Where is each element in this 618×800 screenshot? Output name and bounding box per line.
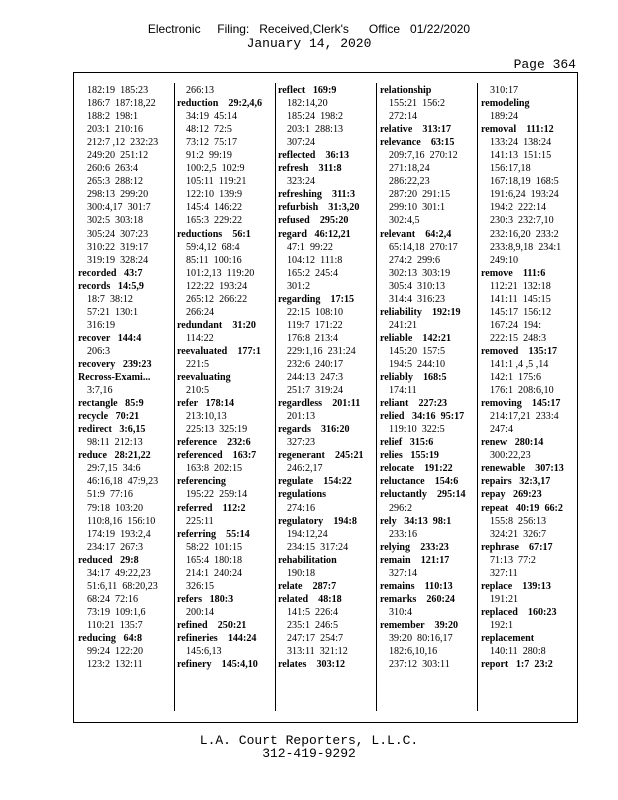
index-reference: 296:2: [389, 502, 412, 514]
index-term: remains 110:13: [380, 580, 453, 592]
index-reference: 247:17 254:7: [287, 632, 344, 644]
index-term: referring 55:14: [177, 528, 250, 540]
index-reference: 142:1 175:6: [490, 372, 542, 384]
index-reference: 182:19 185:23: [87, 85, 149, 96]
index-column-5: [481, 84, 581, 714]
index-term: refineries 144:24: [177, 632, 257, 644]
index-term: records 14:5,9: [78, 280, 144, 292]
index-reference: 234:15 317:24: [287, 541, 349, 553]
index-reference: 287:20 291:15: [389, 189, 451, 201]
index-term: regulations: [278, 489, 327, 501]
index-reference: 327:23: [287, 437, 316, 449]
index-reference: 163:8 202:15: [186, 463, 243, 475]
index-reference: 301:2: [287, 280, 310, 292]
index-reference: 51:9 77:16: [87, 489, 133, 501]
index-reference: 247:4: [490, 424, 513, 436]
index-reference: 314:4 316:23: [389, 293, 446, 305]
index-term: refer 178:14: [177, 398, 235, 410]
page-number: Page 364: [513, 57, 576, 72]
index-term: reflect 169:9: [278, 85, 337, 96]
index-reference: 241:21: [389, 319, 418, 331]
index-reference: 73:12 75:17: [186, 137, 238, 149]
index-reference: 210:5: [186, 385, 209, 397]
index-reference: 222:15 248:3: [490, 332, 547, 344]
index-reference: 105:11 119:21: [186, 176, 247, 188]
index-column-3: [278, 84, 378, 714]
index-reference: 313:11 321:12: [287, 646, 348, 658]
index-reference: 299:10 301:1: [389, 202, 446, 214]
index-reference: 110:21 135:7: [87, 619, 143, 631]
index-term: refurbish 31:3,20: [278, 202, 360, 214]
index-reference: 174:19 193:2,4: [87, 528, 151, 540]
index-column-1: [78, 84, 178, 714]
index-reference: 194:5 244:10: [389, 358, 446, 370]
index-term: regards 316:20: [278, 424, 350, 436]
index-reference: 119:7 171:22: [287, 319, 343, 331]
index-reference: 191:21: [490, 593, 519, 605]
index-term: renewable 307:13: [481, 463, 564, 475]
index-reference: 100:2,5 102:9: [186, 163, 245, 175]
index-reference: 68:24 72:16: [87, 593, 139, 605]
index-reference: 271:18,24: [389, 163, 430, 175]
index-term: removing 145:17: [481, 398, 561, 410]
index-reference: 34:17 49:22,23: [87, 567, 151, 579]
reporter-company: L.A. Court Reporters, L.L.C.: [199, 733, 419, 748]
index-reference: 189:24: [490, 111, 519, 123]
index-term: redirect 3:6,15: [78, 424, 146, 436]
index-term: reduction 29:2,4,6: [177, 98, 263, 110]
index-term: repeat 40:19 66:2: [481, 502, 563, 514]
index-reference: 206:3: [87, 345, 110, 357]
index-reference: 3:7,16: [87, 385, 113, 397]
index-term: rectangle 85:9: [78, 398, 144, 410]
reporter-phone: 312-419-9292: [262, 746, 356, 761]
index-reference: 188:2 198:1: [87, 111, 139, 123]
index-reference: 101:2,13 119:20: [186, 267, 255, 279]
index-reference: 319:19 328:24: [87, 254, 149, 266]
index-reference: 214:17,21 233:4: [490, 411, 559, 423]
index-reference: 39:20 80:16,17: [389, 632, 453, 644]
index-reference: 249:20 251:12: [87, 150, 149, 162]
index-term: relies 155:19: [380, 450, 439, 462]
index-reference: 34:19 45:14: [186, 111, 238, 123]
index-term: replaced 160:23: [481, 606, 557, 618]
index-term: reluctance 154:6: [380, 476, 459, 488]
index-reference: 155:8 256:13: [490, 515, 547, 527]
index-reference: 186:7 187:18,22: [87, 98, 156, 110]
index-reference: 167:24 194:: [490, 319, 542, 331]
index-reference: 265:12 266:22: [186, 293, 248, 305]
index-term: reevaluated 177:1: [177, 345, 261, 357]
index-reference: 213:10,13: [186, 411, 227, 423]
index-reference: 99:24 122:20: [87, 646, 144, 658]
index-reference: 182:14,20: [287, 98, 328, 110]
index-reference: 324:21 326:7: [490, 528, 547, 540]
index-reference: 310:22 319:17: [87, 241, 149, 253]
index-reference: 234:17 267:3: [87, 541, 144, 553]
index-term: recovery 239:23: [78, 358, 152, 370]
index-term: reference 232:6: [177, 437, 251, 449]
index-reference: 114:22: [186, 332, 214, 344]
index-reference: 73:19 109:1,6: [87, 606, 146, 618]
index-reference: 232:16,20 233:2: [490, 228, 559, 240]
index-reference: 327:14: [389, 567, 418, 579]
index-term: refers 180:3: [177, 593, 234, 605]
index-term: remarks 260:24: [380, 593, 455, 605]
index-term: repay 269:23: [481, 489, 542, 501]
index-reference: 300:4,17 301:7: [87, 202, 151, 214]
index-term: referred 112:2: [177, 502, 246, 514]
index-reference: 305:24 307:23: [87, 228, 149, 240]
hearing-date: January 14, 2020: [246, 36, 372, 51]
index-term: relative 313:17: [380, 124, 452, 136]
index-reference: 232:6 240:17: [287, 358, 344, 370]
index-term: reluctantly 295:14: [380, 489, 466, 501]
index-reference: 214:1 240:24: [186, 567, 243, 579]
index-reference: 176:8 213:4: [287, 332, 339, 344]
index-reference: 46:16,18 47:9,23: [87, 476, 159, 488]
index-reference: 167:18,19 168:5: [490, 176, 559, 188]
index-term: relied 34:16 95:17: [380, 411, 465, 423]
index-reference: 145:4 146:22: [186, 202, 243, 214]
index-term: rely 34:13 98:1: [380, 515, 452, 527]
index-term: refreshing 311:3: [278, 189, 356, 201]
index-reference: 145:17 156:12: [490, 306, 552, 318]
index-reference: 98:11 212:13: [87, 437, 143, 449]
index-term: renew 280:14: [481, 437, 544, 449]
index-reference: 212:7 ,12 232:23: [87, 137, 159, 149]
index-reference: 225:13 325:19: [186, 424, 248, 436]
index-reference: 302:13 303:19: [389, 267, 451, 279]
index-term: recorded 43:7: [78, 267, 143, 279]
index-reference: 141:5 226:4: [287, 606, 339, 618]
index-reference: 266:24: [186, 306, 215, 318]
index-term: replace 139:13: [481, 580, 551, 592]
index-reference: 190:18: [287, 567, 316, 579]
index-reference: 194:2 222:14: [490, 202, 547, 214]
index-term: regulate 154:22: [278, 476, 352, 488]
index-term: relevance 63:15: [380, 137, 455, 149]
index-reference: 110:8,16 156:10: [87, 515, 156, 527]
index-term: rephrase 67:17: [481, 541, 553, 553]
index-term: regard 46:12,21: [278, 228, 351, 240]
index-reference: 141:1 ,4 ,5 ,14: [490, 358, 549, 370]
index-reference: 133:24 138:24: [490, 137, 552, 149]
index-reference: 140:11 280:8: [490, 646, 546, 658]
index-term: regarding 17:15: [278, 293, 355, 305]
index-term: reliably 168:5: [380, 372, 447, 384]
index-term: removed 135:17: [481, 345, 558, 357]
index-reference: 298:13 299:20: [87, 189, 149, 201]
index-reference: 123:2 132:11: [87, 659, 143, 671]
index-term: reducing 64:8: [78, 632, 143, 644]
index-reference: 300:22,23: [490, 450, 531, 462]
index-term: remain 121:17: [380, 554, 450, 566]
index-reference: 246:2,17: [287, 463, 323, 475]
index-reference: 203:1 210:16: [87, 124, 144, 136]
index-term: reliant 227:23: [380, 398, 448, 410]
index-reference: 302:5 303:18: [87, 215, 144, 227]
index-reference: 182:6,10,16: [389, 646, 438, 658]
index-reference: 323:24: [287, 176, 316, 188]
index-reference: 122:22 193:24: [186, 280, 248, 292]
index-term: recover 144:4: [78, 332, 142, 344]
index-reference: 47:1 99:22: [287, 241, 333, 253]
index-reference: 225:11: [186, 515, 214, 527]
index-reference: 145:6,13: [186, 646, 222, 658]
index-reference: 233:8,9,18 234:1: [490, 241, 562, 253]
index-term: reevaluating: [177, 372, 231, 384]
index-reference: 91:2 99:19: [186, 150, 232, 162]
index-term: regenerant 245:21: [278, 450, 364, 462]
index-reference: 174:11: [389, 385, 417, 397]
index-reference: 233:16: [389, 528, 418, 540]
index-reference: 112:21 132:18: [490, 280, 551, 292]
index-term: relocate 191:22: [380, 463, 453, 475]
index-reference: 203:1 288:13: [287, 124, 344, 136]
index-term: refresh 311:8: [278, 163, 342, 175]
index-reference: 141:13 151:15: [490, 150, 552, 162]
index-reference: 48:12 72:5: [186, 124, 232, 136]
index-reference: 310:17: [490, 85, 519, 96]
index-reference: 122:10 139:9: [186, 189, 243, 201]
index-reference: 302:4,5: [389, 215, 420, 227]
index-reference: 104:12 111:8: [287, 254, 343, 266]
index-reference: 191:6,24 193:24: [490, 189, 559, 201]
index-term: remove 111:6: [481, 267, 546, 279]
index-term: refined 250:21: [177, 619, 247, 631]
index-term: replacement: [481, 632, 535, 644]
index-reference: 209:7,16 270:12: [389, 150, 458, 162]
index-term: reliability 192:19: [380, 306, 461, 318]
index-reference: 229:1,16 231:24: [287, 345, 356, 357]
index-reference: 119:10 322:5: [389, 424, 445, 436]
index-reference: 266:13: [186, 85, 215, 96]
index-term: reduce 28:21,22: [78, 450, 151, 462]
index-term: report 1:7 23:2: [481, 659, 553, 671]
index-reference: 22:15 108:10: [287, 306, 344, 318]
index-reference: 165:3 229:22: [186, 215, 243, 227]
index-reference: 249:10: [490, 254, 519, 266]
index-term: recycle 70:21: [78, 411, 140, 423]
index-reference: 57:21 130:1: [87, 306, 139, 318]
index-reference: 310:4: [389, 606, 412, 618]
index-reference: 65:14,18 270:17: [389, 241, 458, 253]
filing-stamp-line: Electronic Filing: Received,Clerk's Office 01/22/2020: [147, 22, 471, 36]
index-reference: 141:11 145:15: [490, 293, 551, 305]
index-term: regulatory 194:8: [278, 515, 357, 527]
index-reference: 145:20 157:5: [389, 345, 446, 357]
index-term: relief 315:6: [380, 437, 434, 449]
index-reference: 195:22 259:14: [186, 489, 248, 501]
index-reference: 326:15: [186, 580, 215, 592]
index-reference: 244:13 247:3: [287, 372, 344, 384]
index-reference: 251:7 319:24: [287, 385, 344, 397]
index-reference: 305:4 310:13: [389, 280, 446, 292]
index-reference: 156:17,18: [490, 163, 531, 175]
index-reference: 51:6,11 68:20,23: [87, 580, 158, 592]
index-term: removal 111:12: [481, 124, 554, 136]
index-reference: 79:18 103:20: [87, 502, 144, 514]
index-reference: 185:24 198:2: [287, 111, 344, 123]
index-reference: 272:14: [389, 111, 418, 123]
index-reference: 316:19: [87, 319, 116, 331]
index-reference: 286:22,23: [389, 176, 430, 188]
index-column-4: [380, 84, 480, 714]
index-term: regardless 201:11: [278, 398, 361, 410]
index-term: relate 287:7: [278, 580, 337, 592]
index-reference: 235:1 246:5: [287, 619, 339, 631]
index-reference: 230:3 232:7,10: [490, 215, 554, 227]
index-term: relevant 64:2,4: [380, 228, 452, 240]
index-term: redundant 31:20: [177, 319, 256, 331]
index-term: reliable 142:21: [380, 332, 452, 344]
index-reference: 165:2 245:4: [287, 267, 339, 279]
index-reference: 237:12 303:11: [389, 659, 450, 671]
index-term: remember 39:20: [380, 619, 459, 631]
index-reference: 201:13: [287, 411, 316, 423]
index-term: repairs 32:3,17: [481, 476, 551, 488]
index-reference: 307:24: [287, 137, 316, 149]
index-term: Recross-Exami...: [78, 372, 151, 384]
index-reference: 265:3 288:12: [87, 176, 144, 188]
index-term: referenced 163:7: [177, 450, 257, 462]
index-reference: 221:5: [186, 358, 209, 370]
index-reference: 194:12,24: [287, 528, 328, 540]
index-reference: 165:4 180:18: [186, 554, 243, 566]
index-reference: 58:22 101:15: [186, 541, 243, 553]
index-term: referencing: [177, 476, 226, 488]
index-reference: 18:7 38:12: [87, 293, 133, 305]
index-term: reductions 56:1: [177, 228, 251, 240]
index-term: refinery 145:4,10: [177, 659, 258, 671]
index-term: reduced 29:8: [78, 554, 139, 566]
index-reference: 192:1: [490, 619, 513, 631]
index-reference: 260:6 263:4: [87, 163, 139, 175]
index-term: relationship: [380, 85, 432, 96]
index-term: relates 303:12: [278, 659, 346, 671]
index-reference: 155:21 156:2: [389, 98, 446, 110]
index-term: related 48:18: [278, 593, 342, 605]
index-reference: 71:13 77:2: [490, 554, 536, 566]
index-term: rehabilitation: [278, 554, 337, 566]
index-reference: 327:11: [490, 567, 518, 579]
index-reference: 176:1 208:6,10: [490, 385, 554, 397]
index-term: reflected 36:13: [278, 150, 350, 162]
index-term: relying 233:23: [380, 541, 449, 553]
index-reference: 85:11 100:16: [186, 254, 242, 266]
index-column-2: [177, 84, 277, 714]
index-reference: 59:4,12 68:4: [186, 241, 240, 253]
index-reference: 274:2 299:6: [389, 254, 441, 266]
index-reference: 274:16: [287, 502, 316, 514]
index-term: refused 295:20: [278, 215, 349, 227]
index-reference: 29:7,15 34:6: [87, 463, 141, 475]
index-term: remodeling: [481, 98, 530, 110]
index-reference: 200:14: [186, 606, 215, 618]
